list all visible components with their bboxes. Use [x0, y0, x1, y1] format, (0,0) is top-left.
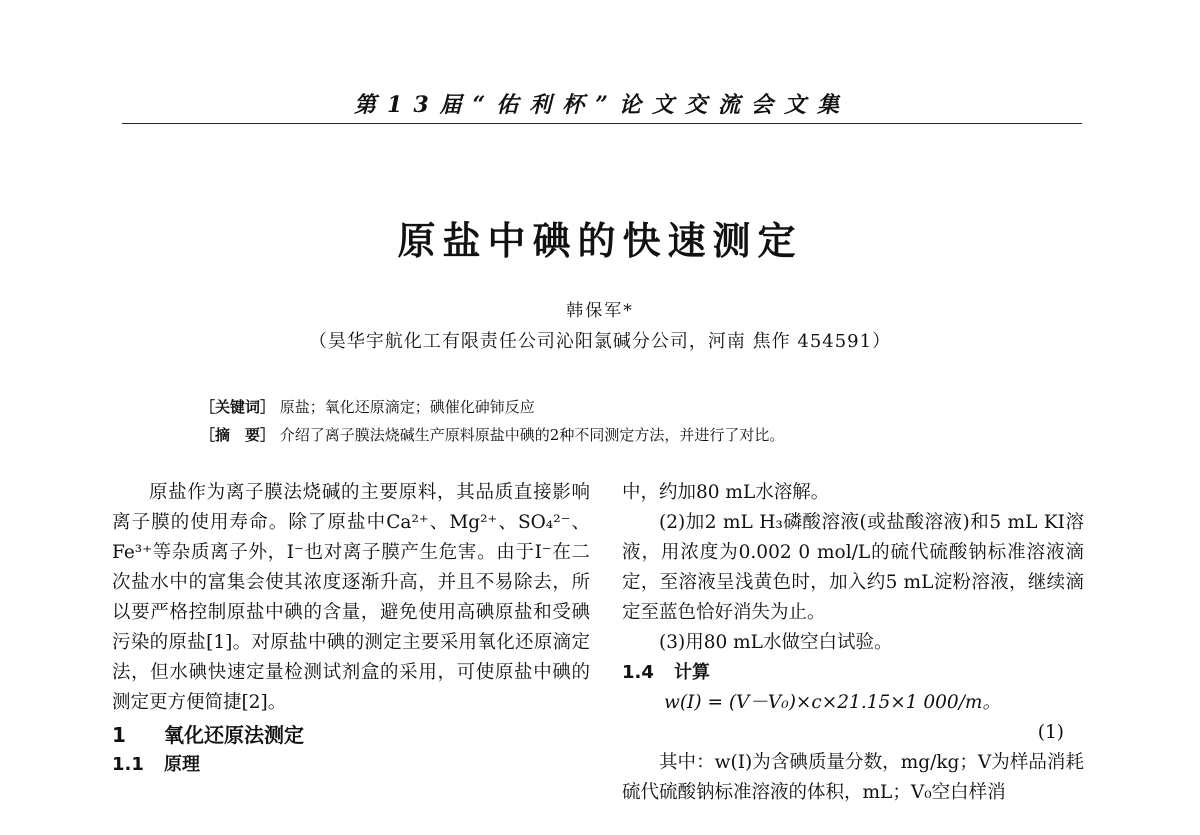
keywords-line [200, 396, 535, 417]
procedure-step-2: (2)加2 mL H₃磷酸溶液(或盐酸溶液)和5 mL KI溶液，用浓度为0.002 0 mol/L的硫代硫酸钠标准溶液滴定，至溶液呈浅黄色时，加入约5 mL淀粉溶液，继续滴定至蓝色恰好消失为止。 [622, 512, 1084, 623]
section-heading-1-1 [112, 750, 590, 780]
intro-paragraph: 原盐作为离子膜法烧碱的主要原料，其品质直接影响离子膜的使用寿命。除了原盐中Ca²⁺、Mg²⁺、SO₄²⁻、Fe³⁺等杂质离子外，I⁻也对离子膜产生危害。由于I⁻在二次盐水中的富集会使其浓度逐渐升高，并且不易除去，所以要严格控制原盐中碘的含量，避免使用高碘原盐和受碘污染的原盐[1]。对原盐中碘的测定主要采用氧化还原滴定法，但水碘快速定量检测试剂盒的采用，可使原盐中碘的测定更方便简捷[2]。 [112, 482, 590, 713]
section-1-number: 1 [112, 723, 126, 747]
abstract-label: ［摘 要］ [200, 426, 276, 444]
right-column [622, 478, 1084, 808]
keywords-label: ［关键词］ [200, 398, 276, 416]
section-1-4-title: 计算 [674, 662, 710, 683]
procedure-step-3: (3)用80 mL水做空白试验。 [659, 632, 893, 653]
equation-1: w(I) = (V－V₀)×c×21.15×1 000/m。 [664, 692, 1001, 713]
section-1-4-number: 1.4 [622, 662, 654, 683]
equation-number: (1) [1037, 722, 1064, 743]
article-author: 韩保军* [566, 301, 634, 321]
where-paragraph: 其中：w(I)为含碘质量分数，mg/kg；V为样品消耗硫代硫酸钠标准溶液的体积，mL；V₀空白样消 [622, 752, 1084, 803]
abstract-text: 介绍了离子膜法烧碱生产原料原盐中碘的2种不同测定方法，并进行了对比。 [279, 426, 785, 444]
header-rule [122, 123, 1082, 124]
running-head: 第13届“佑利杯”论文交流会文集 [354, 92, 850, 118]
section-1-title: 氧化还原法测定 [164, 723, 304, 747]
section-1-1-number: 1.1 [112, 754, 144, 775]
article-title: 原盐中碘的快速测定 [397, 219, 803, 263]
keywords-text: 原盐；氧化还原滴定；碘催化砷铈反应 [279, 398, 535, 416]
section-heading-1-4 [622, 658, 1084, 688]
section-1-1-title: 原理 [164, 754, 200, 775]
section-heading-1 [112, 720, 590, 750]
abstract-line [200, 424, 784, 445]
continued-line: 中，约加80 mL水溶解。 [622, 482, 830, 503]
article-affiliation: （昊华宇航化工有限责任公司沁阳氯碱分公司，河南 焦作 454591） [308, 331, 892, 352]
left-column [112, 478, 590, 780]
